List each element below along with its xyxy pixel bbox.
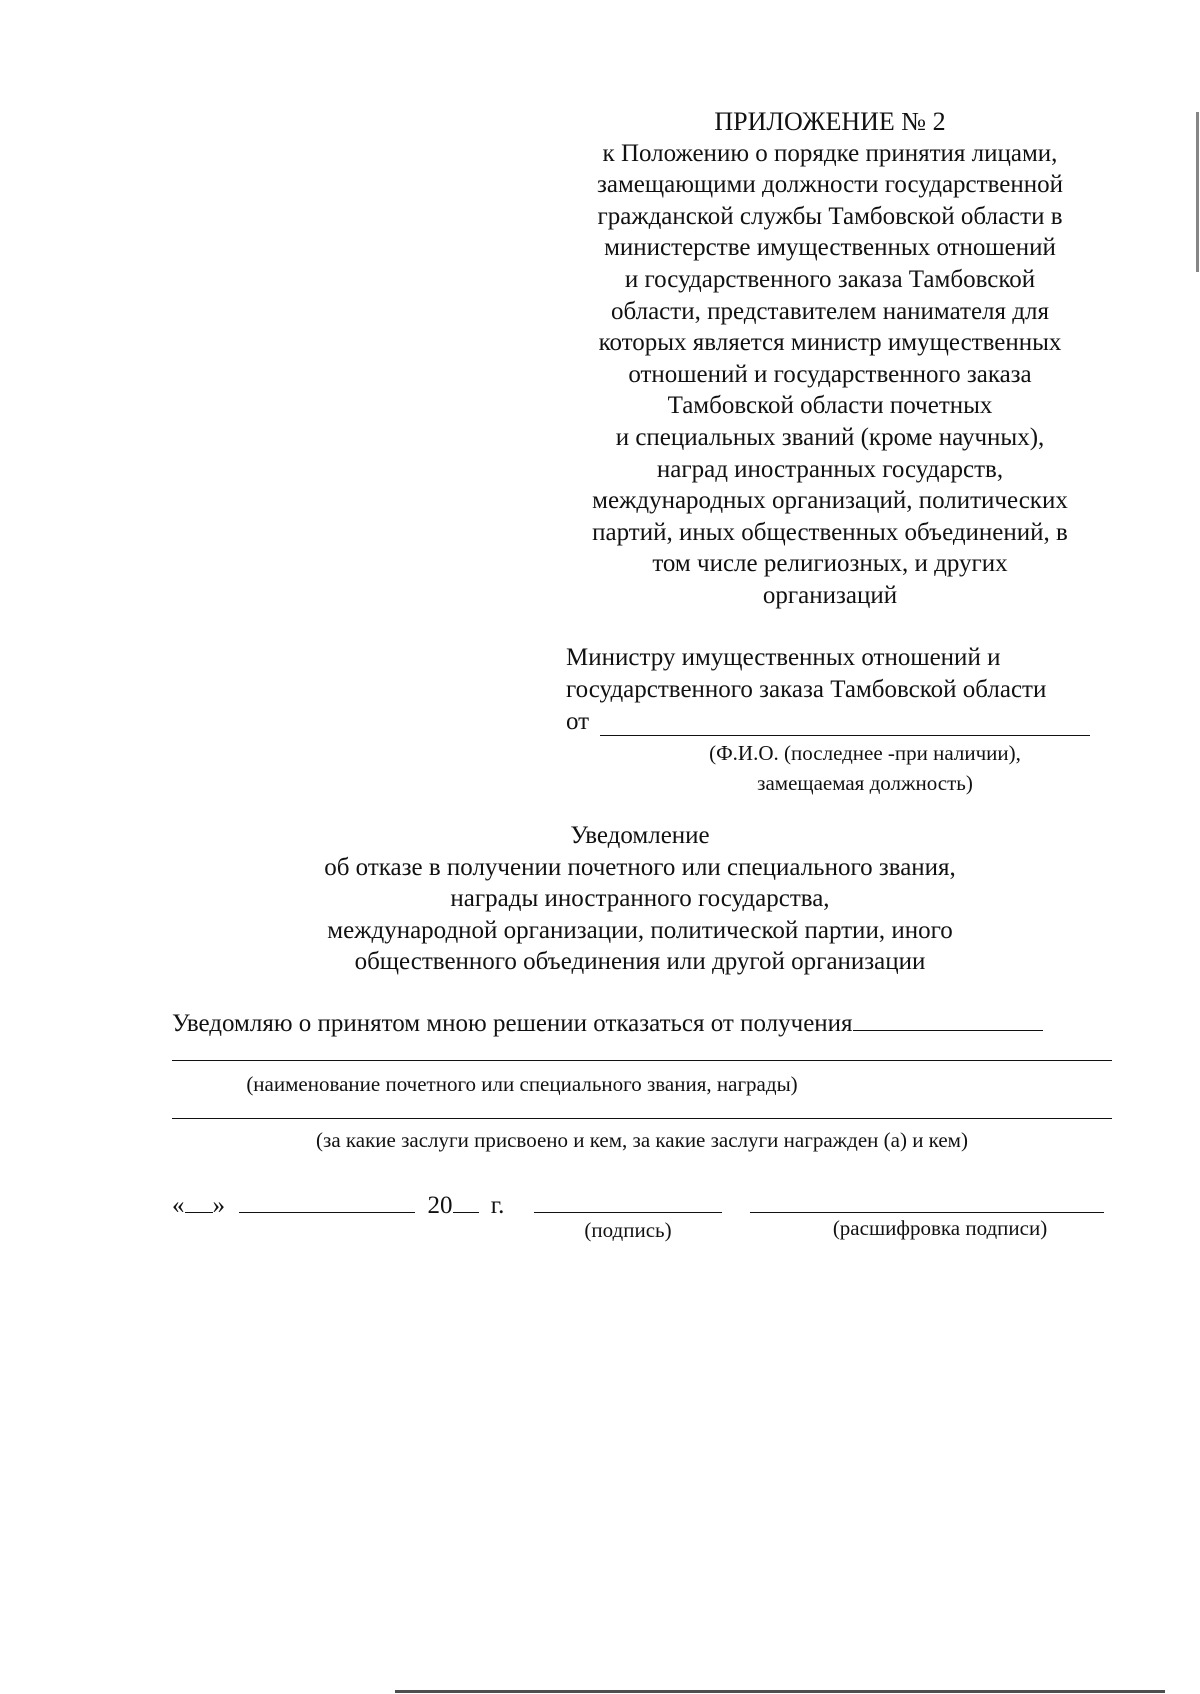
appendix-line: партий, иных общественных объединений, в (592, 518, 1068, 546)
scan-bottom-mark (395, 1690, 1165, 1693)
appendix-line: и специальных званий (кроме научных), (615, 423, 1045, 451)
fio-caption-line: (Ф.И.О. (последнее -при наличии), (709, 741, 1021, 765)
from-row (566, 708, 1096, 736)
appendix-line: которых является министр имущественных (598, 329, 1062, 357)
signature-field[interactable] (534, 1212, 722, 1213)
addressee-line: Министру имущественных отношений и (566, 644, 1001, 671)
year-field[interactable] (453, 1190, 479, 1213)
year-suffix: г. (490, 1192, 505, 1219)
notice-line: об отказе в получении почетного или специального звания, (324, 853, 956, 881)
award-field-start[interactable] (853, 1008, 1043, 1031)
merit-field-line[interactable] (172, 1118, 1112, 1119)
quote-close: » (212, 1192, 225, 1219)
fio-caption-line: замещаемая должность) (757, 771, 973, 795)
appendix-line: Тамбовской области почетных (667, 392, 993, 420)
appendix-line: и государственного заказа Тамбовской (624, 265, 1036, 293)
appendix-line: международных организаций, политических (592, 487, 1068, 515)
appendix-line: области, представителем нанимателя для (611, 297, 1049, 325)
from-label: от (566, 708, 590, 735)
appendix-line: отношений и государственного заказа (628, 360, 1032, 388)
month-field[interactable] (239, 1190, 415, 1213)
award-caption: (наименование почетного или специального звания, награды) (246, 1072, 798, 1096)
notice-block (240, 820, 1040, 978)
addressee-block (566, 642, 1126, 706)
appendix-title: ПРИЛОЖЕНИЕ № 2 (714, 107, 946, 136)
quote-open: « (172, 1192, 185, 1219)
signature-decoding-field[interactable] (750, 1212, 1104, 1213)
appendix-line: замещающими должности государственной (597, 171, 1063, 199)
notice-title: Уведомление (570, 822, 710, 849)
appendix-block (560, 106, 1100, 612)
scan-edge-mark (1196, 112, 1199, 272)
decoding-caption: (расшифровка подписи) (832, 1216, 1048, 1240)
merit-caption: (за какие заслуги присвоено и кем, за какие заслуги награжден (а) и кем) (316, 1128, 968, 1152)
award-field-line[interactable] (172, 1060, 1112, 1061)
appendix-line: гражданской службы Тамбовской области в (597, 202, 1063, 230)
appendix-line: министерстве имущественных отношений (604, 234, 1056, 262)
notice-line: награды иностранного государства, (450, 885, 830, 912)
date-signature-row (172, 1190, 504, 1220)
appendix-line: наград иностранных государств, (656, 455, 1004, 483)
from-name-field[interactable] (600, 735, 1090, 736)
fio-caption (660, 738, 1070, 798)
day-field[interactable] (185, 1190, 213, 1213)
notice-line: международной организации, политической партии, иного (327, 916, 953, 944)
addressee-line: государственного заказа Тамбовской области (566, 676, 1047, 703)
body-text: Уведомляю о принятом мною решении отказаться от получения (172, 1010, 853, 1037)
body-statement (172, 1008, 1112, 1038)
signature-caption: (подпись) (584, 1218, 672, 1242)
appendix-line: к Положению о порядке принятия лицами, (602, 139, 1058, 167)
appendix-line: том числе религиозных, и других (652, 550, 1008, 578)
year-prefix: 20 (427, 1192, 453, 1219)
appendix-line: организаций (762, 581, 898, 609)
notice-line: общественного объединения или другой организации (354, 948, 926, 975)
